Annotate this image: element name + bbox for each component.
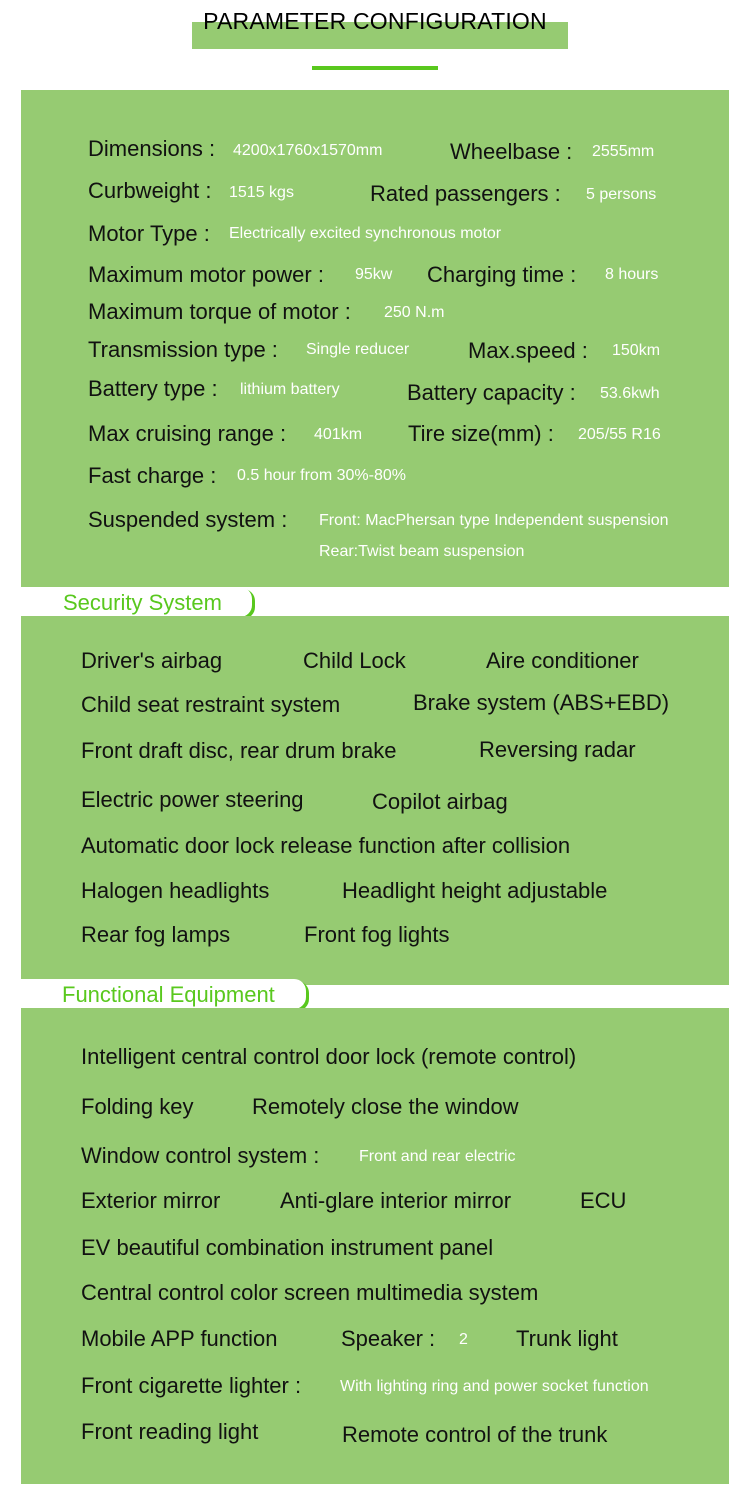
feature-reversing-radar: Reversing radar	[479, 737, 636, 762]
suspension-label: Suspended system :	[88, 507, 288, 532]
feature-child-lock: Child Lock	[303, 648, 406, 673]
wheelbase-value: 2555mm	[592, 143, 655, 160]
feature-front-reading-light: Front reading light	[81, 1419, 259, 1444]
motor-type-value: Electrically excited synchronous motor	[229, 225, 502, 242]
cigarette-lighter-value: With lighting ring and power socket function	[340, 1378, 649, 1395]
feature-ecu: ECU	[580, 1188, 627, 1213]
feature-rear-fog-lamps: Rear fog lamps	[81, 922, 231, 947]
suspension-front-value: Front: MacPhersan type Independent suspension	[319, 512, 669, 529]
feature-copilot-airbag: Copilot airbag	[372, 789, 508, 814]
speaker-label: Speaker :	[341, 1326, 436, 1351]
max-motor-power-label: Maximum motor power :	[88, 262, 324, 287]
suspension-rear-value: Rear:Twist beam suspension	[319, 543, 525, 560]
max-range-label: Max cruising range :	[88, 421, 287, 446]
page-title: PARAMETER CONFIGURATION	[203, 8, 547, 34]
max-motor-power-value: 95kw	[355, 266, 393, 283]
feature-drivers-airbag: Driver's airbag	[81, 648, 223, 673]
feature-multimedia-system: Central control color screen multimedia system	[81, 1280, 539, 1305]
dimensions-value: 4200x1760x1570mm	[233, 142, 383, 159]
charging-time-label: Charging time :	[427, 262, 577, 287]
fast-charge-value: 0.5 hour from 30%-80%	[237, 467, 406, 484]
rated-passengers-label: Rated passengers :	[370, 181, 561, 206]
battery-capacity-value: 53.6kwh	[600, 385, 660, 402]
wheelbase-label: Wheelbase :	[450, 139, 573, 164]
security-heading: Security System	[63, 590, 222, 615]
max-speed-label: Max.speed :	[468, 338, 588, 363]
feature-front-fog-lights: Front fog lights	[304, 922, 450, 947]
title-underline	[312, 66, 438, 70]
feature-exterior-mirror: Exterior mirror	[81, 1188, 221, 1213]
feature-remote-trunk: Remote control of the trunk	[342, 1422, 608, 1447]
max-range-value: 401km	[314, 426, 363, 443]
feature-trunk-light: Trunk light	[516, 1326, 618, 1351]
battery-capacity-label: Battery capacity :	[407, 380, 576, 405]
rated-passengers-value: 5 persons	[586, 186, 657, 203]
window-control-value: Front and rear electric	[359, 1148, 516, 1165]
feature-folding-key: Folding key	[81, 1094, 194, 1119]
curbweight-label: Curbweight :	[88, 178, 212, 203]
motor-type-label: Motor Type :	[88, 221, 210, 246]
tire-size-value: 205/55 R16	[578, 426, 661, 443]
transmission-label: Transmission type :	[88, 337, 278, 362]
feature-mobile-app: Mobile APP function	[81, 1326, 278, 1351]
max-torque-label: Maximum torque of motor :	[88, 299, 351, 324]
feature-air-conditioner: Aire conditioner	[486, 648, 639, 673]
feature-electric-power-steering: Electric power steering	[81, 787, 304, 812]
feature-anti-glare-mirror: Anti-glare interior mirror	[280, 1188, 512, 1213]
feature-brake-system: Brake system (ABS+EBD)	[413, 690, 670, 715]
max-torque-value: 250 N.m	[384, 304, 445, 321]
tire-size-label: Tire size(mm) :	[408, 421, 554, 446]
speaker-value: 2	[459, 1331, 468, 1348]
feature-auto-door-unlock: Automatic door lock release function after collision	[81, 833, 571, 858]
charging-time-value: 8 hours	[605, 266, 659, 283]
battery-type-value: lithium battery	[240, 381, 340, 398]
window-control-label: Window control system :	[81, 1143, 320, 1168]
cigarette-lighter-label: Front cigarette lighter :	[81, 1373, 302, 1398]
functional-heading: Functional Equipment	[62, 982, 275, 1007]
feature-front-disc-rear-drum: Front draft disc, rear drum brake	[81, 738, 397, 763]
feature-halogen-headlights: Halogen headlights	[81, 878, 270, 903]
max-speed-value: 150km	[612, 342, 661, 359]
battery-type-label: Battery type :	[88, 376, 218, 401]
transmission-value: Single reducer	[306, 341, 410, 358]
feature-instrument-panel: EV beautiful combination instrument panel	[81, 1235, 494, 1260]
feature-child-seat-restraint: Child seat restraint system	[81, 692, 341, 717]
feature-headlight-height-adjustable: Headlight height adjustable	[342, 878, 608, 903]
fast-charge-label: Fast charge :	[88, 463, 217, 488]
dimensions-label: Dimensions :	[88, 136, 216, 161]
curbweight-value: 1515 kgs	[229, 184, 294, 201]
feature-central-door-lock: Intelligent central control door lock (remote control)	[81, 1044, 577, 1069]
feature-remote-close-window: Remotely close the window	[252, 1094, 519, 1119]
